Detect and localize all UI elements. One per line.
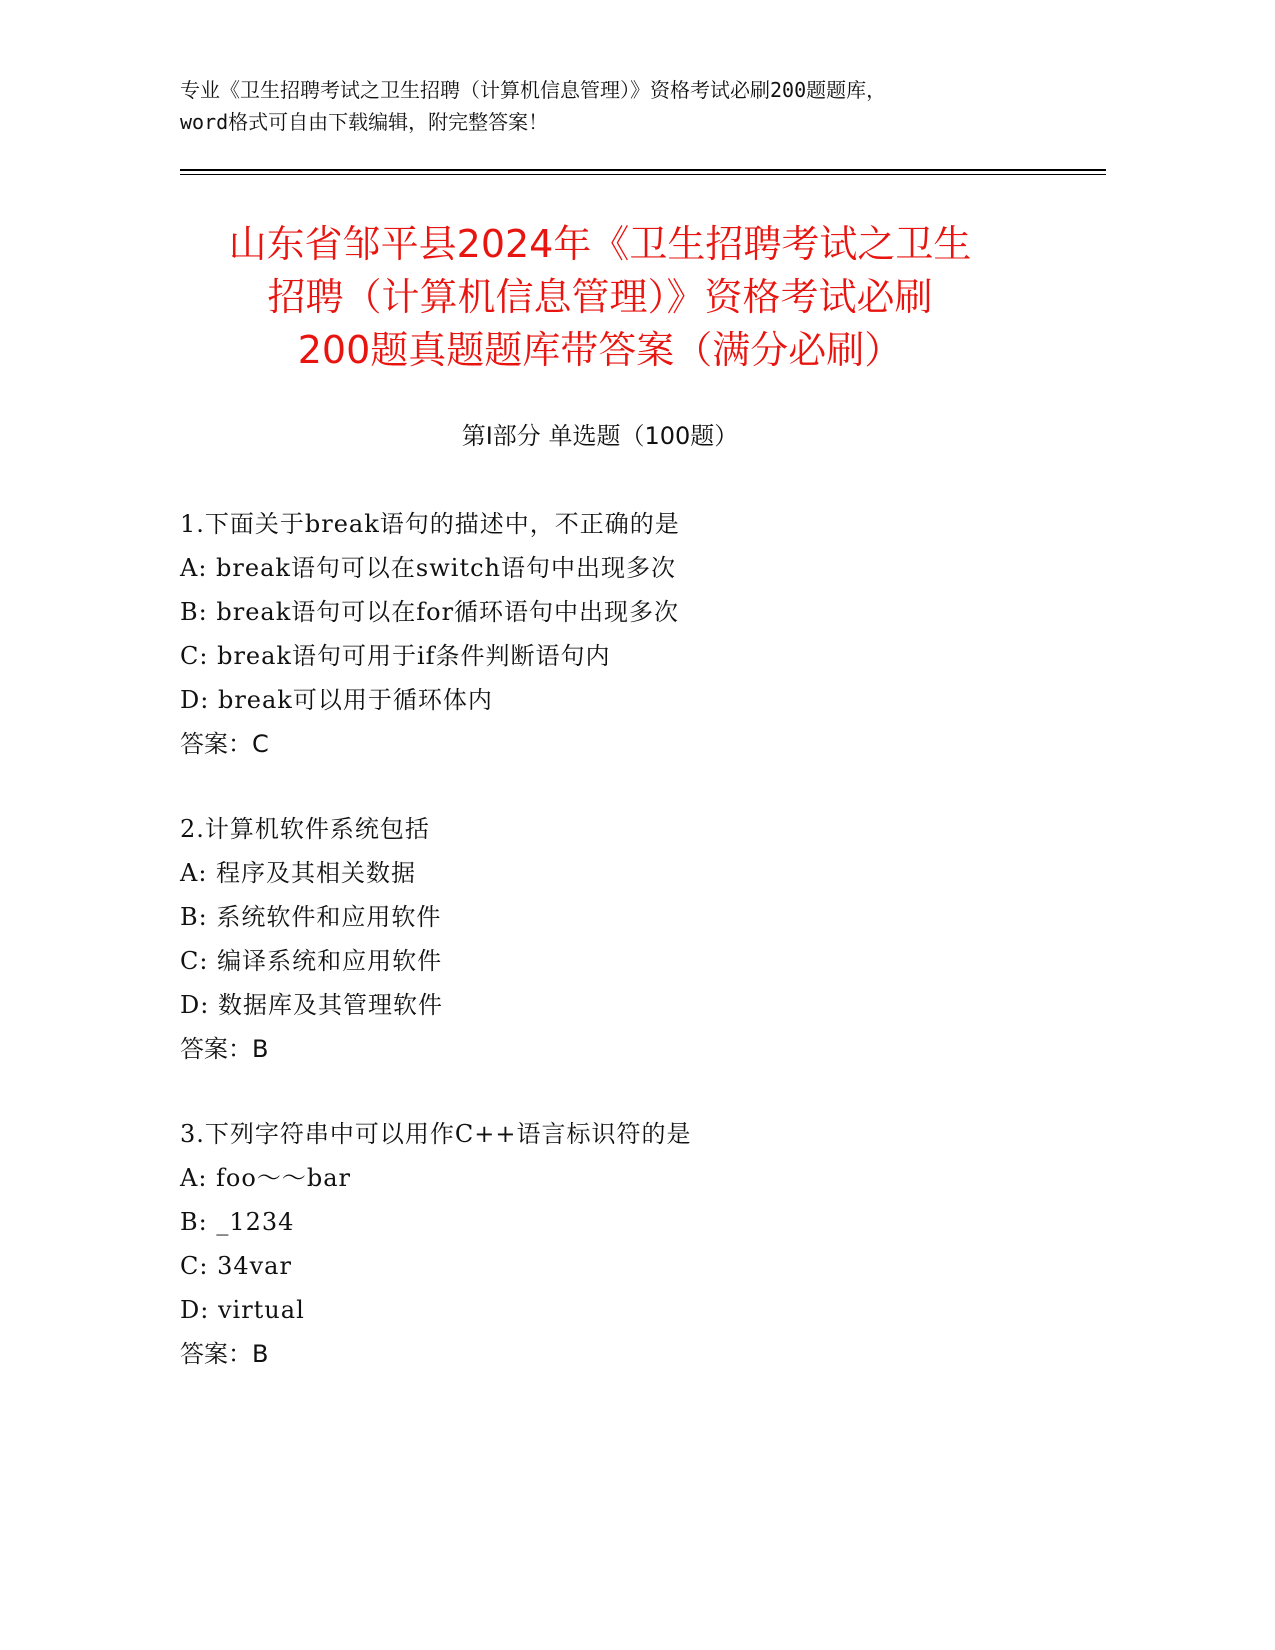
- question-3: [180, 1112, 1080, 1376]
- option-c: C: 编译系统和应用软件: [180, 947, 443, 975]
- question-1: [180, 502, 1080, 766]
- option-d: D: virtual: [180, 1296, 305, 1324]
- question-2: [180, 807, 1080, 1071]
- question-stem: 3.下列字符串中可以用作C++语言标识符的是: [180, 1120, 692, 1148]
- intro-line-1: 专业《卫生招聘考试之卫生招聘（计算机信息管理）》资格考试必刷200题题库，: [180, 78, 887, 102]
- question-stem: 1.下面关于break语句的描述中，不正确的是: [180, 510, 680, 538]
- header-divider-thin: [180, 174, 1106, 175]
- option-b: B: 系统软件和应用软件: [180, 903, 442, 931]
- option-b: B: _1234: [180, 1208, 295, 1236]
- answer: 答案：B: [180, 1340, 269, 1368]
- question-stem: 2.计算机软件系统包括: [180, 815, 430, 843]
- title-line-1: 山东省邹平县2024年《卫生招聘考试之卫生: [228, 222, 972, 266]
- option-d: D: 数据库及其管理软件: [180, 991, 443, 1019]
- intro-line-2: word格式可自由下载编辑，附完整答案！: [180, 110, 549, 134]
- title-line-2: 招聘（计算机信息管理）》资格考试必刷: [267, 275, 933, 319]
- answer: 答案：C: [180, 730, 269, 758]
- intro-text: [180, 74, 1110, 138]
- option-c: C: break语句可用于if条件判断语句内: [180, 642, 611, 670]
- answer: 答案：B: [180, 1035, 269, 1063]
- option-a: A: break语句可以在switch语句中出现多次: [180, 554, 677, 582]
- title-line-3: 200题真题题库带答案（满分必刷）: [297, 328, 903, 372]
- option-a: A: 程序及其相关数据: [180, 859, 417, 887]
- option-a: A: foo～～bar: [180, 1164, 351, 1192]
- section-heading: 第Ⅰ部分 单选题（100题）: [461, 422, 739, 450]
- option-b: B: break语句可以在for循环语句中出现多次: [180, 598, 680, 626]
- option-d: D: break可以用于循环体内: [180, 686, 493, 714]
- document-title: [150, 218, 1050, 377]
- header-divider-thick: [180, 169, 1106, 171]
- option-c: C: 34var: [180, 1252, 292, 1280]
